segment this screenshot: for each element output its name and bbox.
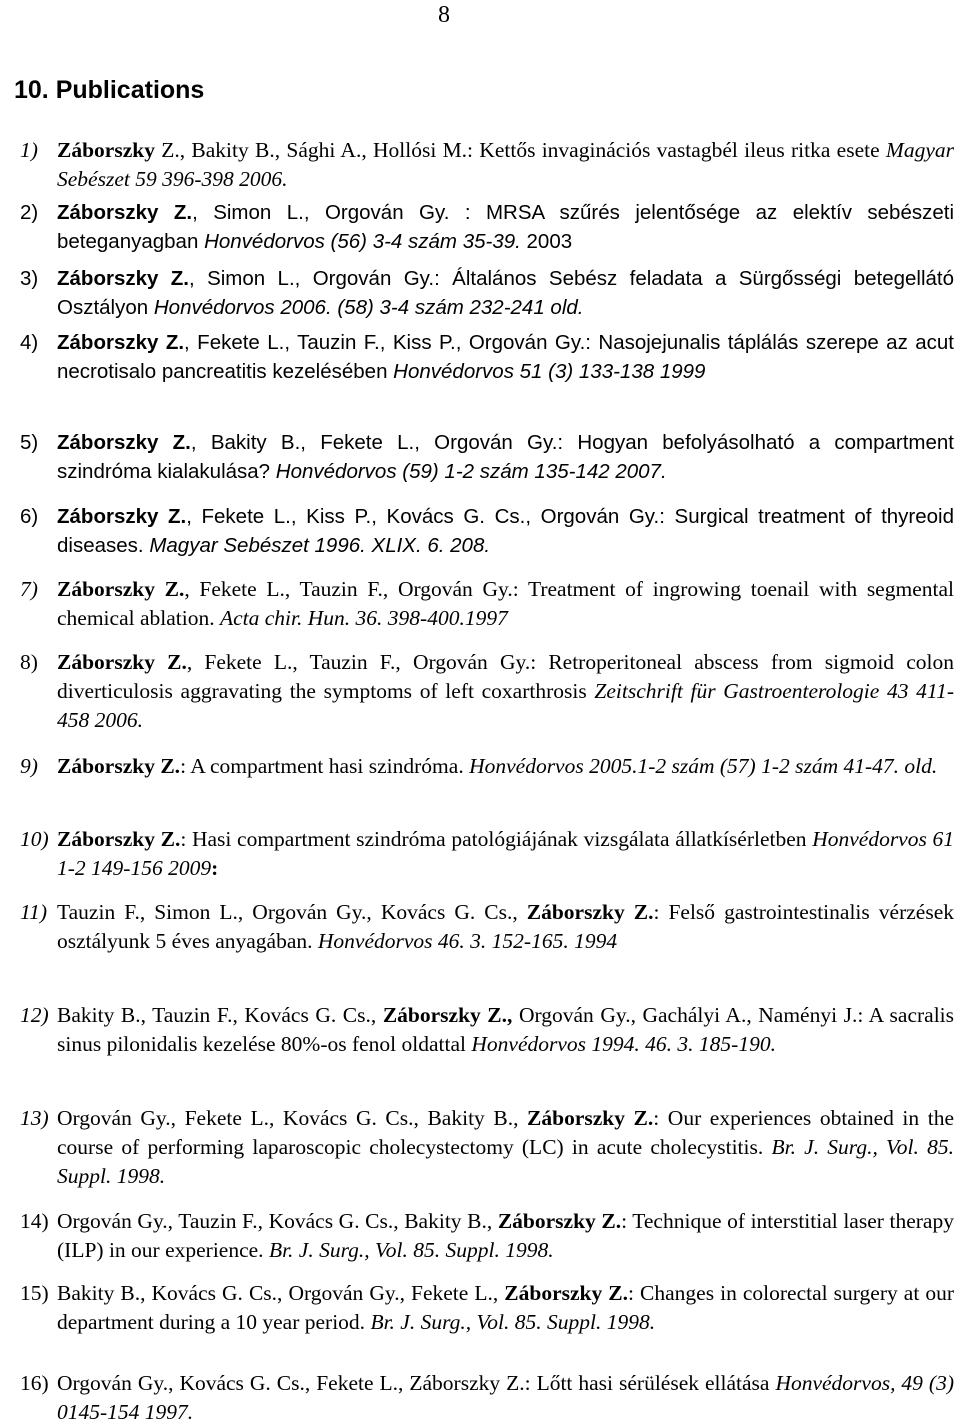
journal-reference: Honvédorvos 2006. (58) 3-4 szám 232-241 old.	[153, 296, 584, 319]
journal-reference: Acta chir. Hun. 36. 398-400.1997	[219, 606, 508, 630]
publication-entry	[20, 328, 954, 386]
publication-citation	[57, 264, 954, 322]
journal-reference: Honvédorvos 2005.1-2 szám (57) 1-2 szám 41-47. old.	[469, 754, 938, 778]
section-heading: 10. Publications	[14, 76, 205, 104]
author-highlight: Záborszky Z.,	[382, 1003, 513, 1027]
publication-entry	[20, 898, 954, 956]
author-highlight: Záborszky Z.	[527, 1106, 654, 1130]
publication-entry	[20, 502, 954, 560]
citation-title: , Fekete L., Kiss P., Kovács G. Cs., Orgován Gy.: Surgical treatment of thyreoid diseases.	[57, 505, 954, 557]
publication-number: 6)	[20, 505, 39, 528]
author-highlight: Záborszky Z.	[57, 505, 187, 528]
publication-entry	[20, 648, 954, 735]
journal-reference: Br. J. Surg., Vol. 85. Suppl. 1998.	[370, 1310, 656, 1334]
publication-number: 14)	[20, 1209, 49, 1233]
publication-number: 5)	[20, 431, 39, 454]
journal-reference: Honvédorvos, 49 (3) 0145-154 1997.	[57, 1371, 954, 1424]
journal-reference: Honvédorvos (56) 3-4 szám 35-39.	[204, 230, 521, 253]
publication-number: 1)	[20, 138, 38, 162]
publication-entry	[20, 1001, 954, 1059]
citation-title: , Bakity B., Fekete L., Orgován Gy.: Hogyan befolyásolható a compartment szindróma kialakulása?	[57, 431, 955, 483]
author-highlight: Záborszky Z.	[526, 900, 654, 924]
publication-number: 2)	[20, 201, 39, 224]
publication-number: 16)	[20, 1371, 49, 1395]
citation-title: : Felső gastrointestinalis vérzések osztályunk 5 éves anyagában.	[57, 900, 954, 953]
publication-citation	[57, 648, 954, 735]
publication-citation	[57, 428, 954, 486]
author-highlight: Záborszky Z.	[504, 1281, 628, 1305]
publication-entry	[20, 198, 954, 256]
citation-punctuation: :	[211, 856, 219, 880]
publication-number: 7)	[20, 577, 38, 601]
journal-reference: Br. J. Surg., Vol. 85. Suppl. 1998.	[57, 1135, 954, 1188]
citation-title: : A compartment hasi szindróma.	[180, 754, 470, 778]
journal-reference: Br. J. Surg., Vol. 85. Suppl. 1998.	[268, 1238, 554, 1262]
author-highlight: Záborszky	[57, 138, 155, 162]
publication-entry	[20, 1369, 954, 1427]
journal-reference: Magyar Sebészet 59 396-398 2006.	[57, 138, 954, 191]
publication-entry	[20, 428, 954, 486]
citation-title: Z., Bakity B., Sághi A., Hollósi M.: Kettős invaginációs vastagbél ileus ritka esete	[154, 138, 886, 162]
publication-number: 13)	[20, 1106, 49, 1130]
publication-number: 9)	[20, 754, 38, 778]
author-highlight: Záborszky Z.	[57, 267, 189, 290]
coauthors: Bakity B., Tauzin F., Kovács G. Cs.,	[57, 1003, 383, 1027]
publication-citation	[57, 502, 954, 560]
citation-title: , Simon L., Orgován Gy.: Általános Sebész feladata a Sürgősségi betegellátó Osztályon	[57, 267, 955, 319]
journal-reference: Honvédorvos 46. 3. 152-165. 1994	[317, 929, 618, 953]
coauthors: Orgován Gy., Fekete L., Kovács G. Cs., Bakity B.,	[57, 1106, 528, 1130]
coauthors: Tauzin F., Simon L., Orgován Gy., Kovács G. Cs.,	[57, 900, 527, 924]
citation-title: : Changes in colorectal surgery at our department during a 10 year period.	[57, 1281, 954, 1334]
publication-citation	[57, 198, 954, 256]
publication-entry	[20, 825, 954, 883]
citation-title: , Fekete L., Tauzin F., Kiss P., Orgován Gy.: Nasojejunalis táplálás szerepe az acut necrotisalo pancreatitis kezelésében	[57, 331, 954, 383]
citation-title: , Simon L., Orgován Gy. : MRSA szűrés jelentősége az elektív sebészeti beteganyagban	[57, 201, 955, 253]
publication-citation	[57, 575, 954, 633]
publication-citation	[57, 1207, 954, 1265]
publication-citation	[57, 136, 954, 194]
coauthors: Orgován Gy., Kovács G. Cs., Fekete L., Záborszky Z.: Lőtt hasi sérülések ellátása	[57, 1371, 776, 1395]
citation-title: : Our experiences obtained in the course of performing laparoscopic cholecystectomy (LC) in acute cholecystitis.	[57, 1106, 954, 1159]
publication-citation	[57, 1369, 954, 1427]
author-highlight: Záborszky Z.	[57, 827, 181, 851]
journal-reference: Honvédorvos 61 1-2 149-156 2009	[57, 827, 955, 880]
citation-title: , Fekete L., Tauzin F., Orgován Gy.: Treatment of ingrowing toenail with segmental chemical ablation.	[57, 577, 954, 630]
citation-title: Orgován Gy., Gachályi A., Naményi J.: A sacralis sinus pilonidalis kezelése 80%-os fenol oldattal	[57, 1003, 955, 1056]
publication-entry	[20, 575, 954, 633]
publication-entry	[20, 136, 954, 194]
author-highlight: Záborszky Z.	[57, 331, 185, 354]
publication-number: 15)	[20, 1281, 49, 1305]
publication-number: 3)	[20, 267, 39, 290]
journal-reference: Magyar Sebészet 1996. XLIX. 6. 208.	[149, 534, 491, 557]
coauthors: Orgován Gy., Tauzin F., Kovács G. Cs., Bakity B.,	[57, 1209, 498, 1233]
citation-title: , Fekete L., Tauzin F., Orgován Gy.: Retroperitoneal abscess from sigmoid colon diverticulosis aggravating the symptoms of left coxarthrosis	[57, 650, 954, 703]
publication-citation	[57, 1104, 954, 1191]
journal-reference: Honvédorvos 1994. 46. 3. 185-190.	[471, 1032, 776, 1056]
author-highlight: Záborszky Z.	[57, 577, 185, 601]
author-highlight: Záborszky Z.	[57, 201, 193, 224]
publication-number: 11)	[20, 900, 48, 924]
author-highlight: Záborszky Z.	[57, 431, 191, 454]
publication-entry	[20, 264, 954, 322]
publication-entry	[20, 1279, 954, 1337]
citation-year: 2003	[520, 230, 573, 253]
publication-entry	[20, 752, 954, 781]
citation-title: : Technique of interstitial laser therapy (ILP) in our experience.	[57, 1209, 954, 1262]
publication-entry	[20, 1207, 954, 1265]
publication-citation	[57, 898, 954, 956]
author-highlight: Záborszky Z.	[57, 650, 187, 674]
publication-citation	[57, 752, 954, 781]
author-highlight: Záborszky Z.	[497, 1209, 622, 1233]
publication-citation	[57, 1001, 954, 1059]
publication-number: 12)	[20, 1003, 49, 1027]
author-highlight: Záborszky Z.	[57, 754, 181, 778]
page-number: 8	[438, 2, 450, 28]
journal-reference: Zeitschrift für Gastroenterologie 43 411-458 2006.	[57, 679, 954, 732]
coauthors: Bakity B., Kovács G. Cs., Orgován Gy., Fekete L.,	[57, 1281, 505, 1305]
publication-citation	[57, 328, 954, 386]
publication-number: 8)	[20, 650, 38, 674]
publication-number: 10)	[20, 827, 49, 851]
publication-number: 4)	[20, 331, 39, 354]
citation-title: : Hasi compartment szindróma patológiájának vizsgálata állatkísérletben	[180, 827, 813, 851]
publication-entry	[20, 1104, 954, 1191]
journal-reference: Honvédorvos 51 (3) 133-138 1999	[393, 360, 706, 383]
journal-reference: Honvédorvos (59) 1-2 szám 135-142 2007.	[275, 460, 667, 483]
publication-citation	[57, 1279, 954, 1337]
publication-citation	[57, 825, 954, 883]
